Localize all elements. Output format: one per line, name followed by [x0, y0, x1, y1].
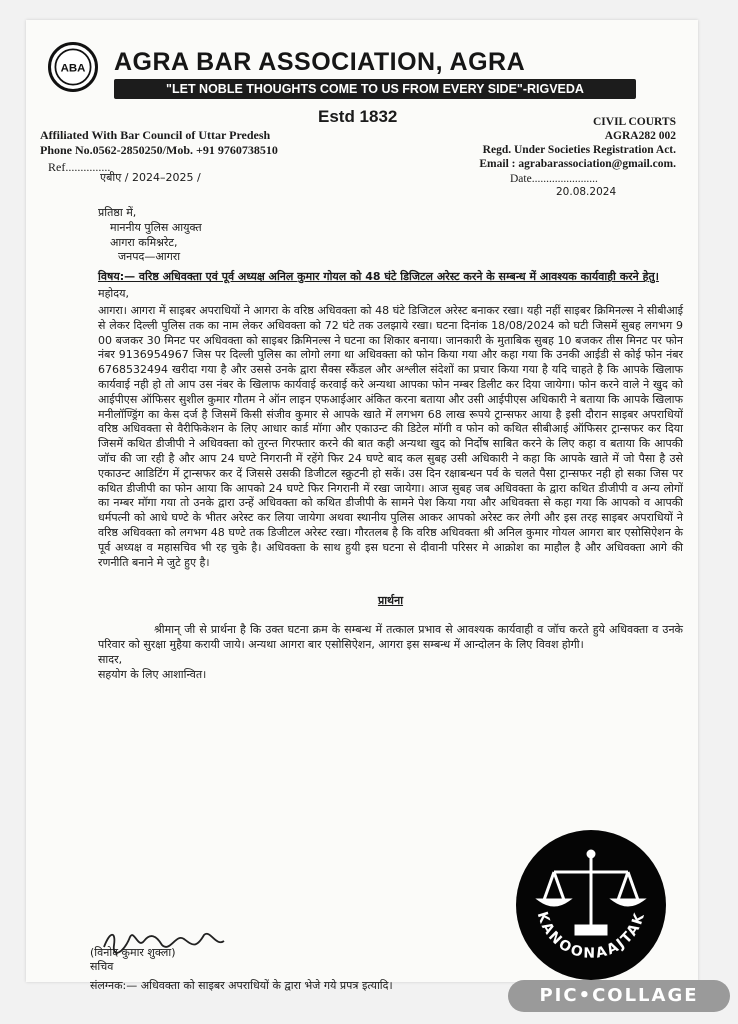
closing-line: सहयोग के लिए आशान्वित। — [98, 667, 207, 681]
email-address: Email : agrabarassociation@gmail.com. — [479, 158, 676, 170]
affiliation: Affiliated With Bar Council of Uttar Predesh — [40, 128, 271, 142]
contact-block — [40, 128, 278, 158]
pic-collage-label: PIC•COLLAGE — [508, 980, 730, 1012]
ref-number: एबीए / 2024–2025 / — [100, 171, 201, 184]
logo-text: ABA — [60, 62, 86, 75]
subject-line: विषय:— वरिष्ठ अधिवक्ता एवं पूर्व अध्यक्ष अनिल कुमार गोयल को 48 घंटे डिजिटल अरेस्ट करने के सम्बन्ध में आवश्यक कार्यवाही करने हेतु। — [98, 270, 659, 284]
signatory — [90, 946, 176, 974]
watermark-brand: KANOONAAJTAK — [533, 909, 649, 962]
enclosure-note: संलग्नक:— अधिवक्ता को साइबर अपराधियों के द्वारा भेजे गये प्रपत्र इत्यादि। — [90, 979, 393, 992]
closing — [98, 653, 683, 683]
phone-number: Phone No.0562-2850250/Mob. +91 9760738510 — [40, 143, 278, 157]
letter-body — [98, 206, 683, 682]
address-block — [479, 115, 676, 171]
registration: Regd. Under Societies Registration Act. — [482, 144, 676, 156]
pin-code: AGRA282 002 — [604, 130, 676, 142]
address-line: आगरा कमिश्नरेट, — [110, 235, 178, 249]
date-label: Date....................... — [510, 173, 598, 185]
prayer-paragraph: श्रीमान् जी से प्रार्थना है कि उक्त घटना क्रम के सम्बन्ध में तत्काल प्रभाव से आवश्यक कार्यवाही व जॉच करते हुये अधिवक्ता व उनके परिवार को सुरक्षा मुहैया करायी जाये। अन्यथा आगरा बार एसोसिऐशन, आगरा इस सम्बन्ध में आन्दोलन के लिए विवश होगी। — [98, 623, 683, 651]
recipient-address — [98, 206, 683, 265]
scales-of-justice-icon — [540, 851, 642, 934]
address-line: जनपद—आगरा — [118, 250, 181, 264]
ref-label: Ref............... — [48, 160, 111, 174]
signatory-title: सचिव — [90, 960, 114, 973]
signatory-name: (विनोद कुमार शुक्ला) — [90, 946, 176, 959]
kanoonaajtak-watermark — [516, 830, 666, 980]
address-line: प्रतिष्ठा में, — [98, 206, 137, 219]
association-name: AGRA BAR ASSOCIATION, AGRA — [114, 48, 526, 76]
address-line: माननीय पुलिस आयुक्त — [110, 220, 202, 234]
body-paragraph: आगरा। आगरा में साइबर अपराधियों ने आगरा के वरिष्ठ अधिवक्ता को 48 घंटे डिजिटल अरेस्ट बनाकर रखा। यही नहीं साइबर क्रिमिनल्स ने सीबीआई से लेकर दिल्ली पुलिस तक का नाम लेकर अधिवक्ता को 72 घंटे तक उलझाये रखा। घटना दिनांक 18/08/2024 को घटी जिसमें सुबह लगभग 9 00 बजकर 30 मिनट पर अधिवक्ता को साइबर क्रिमिनल्स ने घटना का शिकार बनाया। जानकारी के मुताबिक सुबह 10 बजकर तीस मिनट पर फोन नंबर 9136954967 जिस पर दिल्ली पुलिस का लोगो लगा था अधिवक्ता को फोन किया गया और कहा गया कि उनकी आईडी से कोई फोन नंबर 6768532494 खरीदा गया है और उससे उनके द्वारा सैक्स स्कैंडल और अश्लील संदेशों का प्रचार किया गया है यदि चाहते है कि आपके खिलाफ कार्यवाई नही हो तो आप उस नंबर के खिलाफ कार्यवाई करवाई करे अन्यथा आपका फोन नम्बर डिलीट कर दिया जायेगा। फोन करने वाले ने खुद को आईपीएस ऑफिसर सुशील कुमार गौतम ने ऑन लाइन एफआईआर अंकित करना बताया और उसी आईपीएस अधिकारी ने बताया कि आपके खिलाफ मनीलॉण्ड्रिंग का केस दर्ज है जिसमें किसी संजीव कुमार से आपके खाते में लगभग 68 लाख रूपये ट्रान्सफर आया है इसी दौरान साइबर अपराधियों वरिष्ठ अधिवक्ता से वैरीफिकेशन के लिए आधार कार्ड मॉगा और एकाउन्ट की डिटेल मॉगी व फोन को कथित सीबीआई ऑफिसर ट्रान्सफर कर दिया जिसमें कथित डीजीपी ने अधिवक्ता को तुरन्त गिरफ्तार करने की बात कही अन्यथा खुद को निर्दोष साबित करने के लिए कहा व बताया कि आपकी जॉच की जा रही है और आप 24 घण्टे निगरानी में रहेंगे फिर 24 घण्टे बाद कल सुबह उसी अधिकारी ने कहा कि आपके खाते में जो पैसा है उसे एकाउन्ट आडिटिंग में ट्रान्सफर कर दें जिससे उसकी डिजीटल स्क्रुटनी हो सकें। उस दिन रक्षाबन्धन पर्व के चलते पैसा ट्रान्सफर नही हो सका जिस पर कथित डीजीपी का फोन आया कि आपको 24 घण्टे फिर निगरानी में रखा जायेगा। आज सुबह जब अधिवक्ता के द्वारा कथित डीजीपी व अन्य लोगों का नम्बर मॉगा गया तो उनके द्वारा उन्हें अधिवक्ता को कथित डीजीपी के सामने पेश किया गया और अधिवक्ता से कहा गया कि आपको व आपकी धर्मपत्नी को आधे घण्टे के भीतर अरेस्ट कर लिया जायेगा अथवा स्थानीय पुलिस आकर आपको अरेस्ट कर लेगी और इस तरह साइबर अपराधियों ने वरिष्ठ अधिवक्ता को लगभग 48 घण्टे तक डिजीटल अरेस्ट रखा। गौरतलब है कि वरिष्ठ अधिवक्ता श्री अनिल कुमार गोयल आगरा बार एसोसिऐशन के पूर्व अध्यक्ष व महासचिव भी रह चुके है। अधिवक्ता के साथ हुयी इस घटना से दीवानी परिसर मे आक्रोश का माहौल है और अधिवक्ता आगे की रणनीति बनाने मे जुटे हुए है। — [98, 303, 683, 569]
date-value: 20.08.2024 — [556, 186, 617, 198]
established-year: Estd 1832 — [318, 107, 398, 126]
civil-courts: CIVIL COURTS — [593, 116, 676, 128]
association-logo — [48, 42, 98, 92]
association-motto: "LET NOBLE THOUGHTS COME TO US FROM EVERY SIDE"-RIGVEDA — [114, 79, 636, 99]
prayer-heading: प्रार्थना — [377, 594, 404, 608]
salutation: महोदय, — [98, 287, 129, 301]
closing-line: सादर, — [98, 652, 123, 666]
